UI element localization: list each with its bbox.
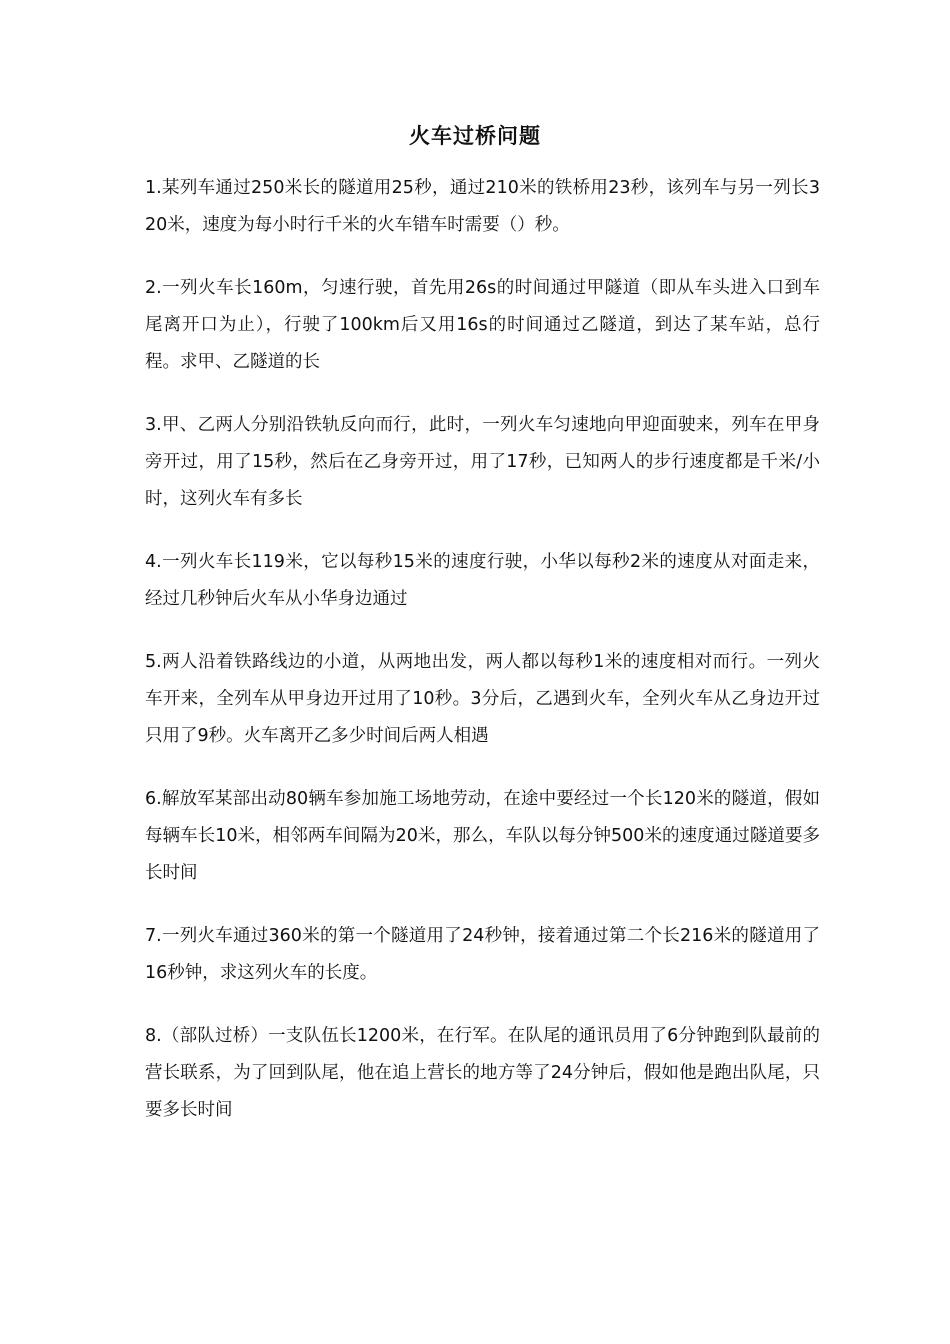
- problem-2: 2.一列火车长160m，匀速行驶，首先用26s的时间通过甲隧道（即从车头进入口到车尾离开口为止），行驶了100km后又用16s的时间通过乙隧道，到达了某车站，总行程。求甲、乙隧道的长: [145, 278, 820, 372]
- problem-7: 7.一列火车通过360米的第一个隧道用了24秒钟，接着通过第二个长216米的隧道用了16秒钟，求这列火车的长度。: [145, 926, 820, 983]
- problem-8: 8.（部队过桥）一支队伍长1200米，在行军。在队尾的通讯员用了6分钟跑到队最前的营长联系，为了回到队尾，他在追上营长的地方等了24分钟后，假如他是跑出队尾，只要多长时间: [145, 1026, 820, 1120]
- problem-5: 5.两人沿着铁路线边的小道，从两地出发，两人都以每秒1米的速度相对而行。一列火车开来，全列车从甲身边开过用了10秒。3分后，乙遇到火车，全列火车从乙身边开过只用了9秒。火车离开乙多少时间后两人相遇: [145, 652, 820, 746]
- problem-4: 4.一列火车长119米，它以每秒15米的速度行驶，小华以每秒2米的速度从对面走来，经过几秒钟后火车从小华身边通过: [145, 552, 820, 609]
- problem-list: [145, 170, 820, 1155]
- problem-3: 3.甲、乙两人分别沿铁轨反向而行，此时，一列火车匀速地向甲迎面驶来，列车在甲身旁开过，用了15秒，然后在乙身旁开过，用了17秒，已知两人的步行速度都是千米/小时，这列火车有多长: [145, 415, 820, 509]
- page-title: 火车过桥问题: [409, 124, 541, 148]
- problem-6: 6.解放军某部出动80辆车参加施工场地劳动，在途中要经过一个长120米的隧道，假如每辆车长10米，相邻两车间隔为20米，那么，车队以每分钟500米的速度通过隧道要多长时间: [145, 789, 820, 883]
- problem-1: 1.某列车通过250米长的隧道用25秒，通过210米的铁桥用23秒，该列车与另一列长320米，速度为每小时行千米的火车错车时需要（）秒。: [145, 178, 820, 235]
